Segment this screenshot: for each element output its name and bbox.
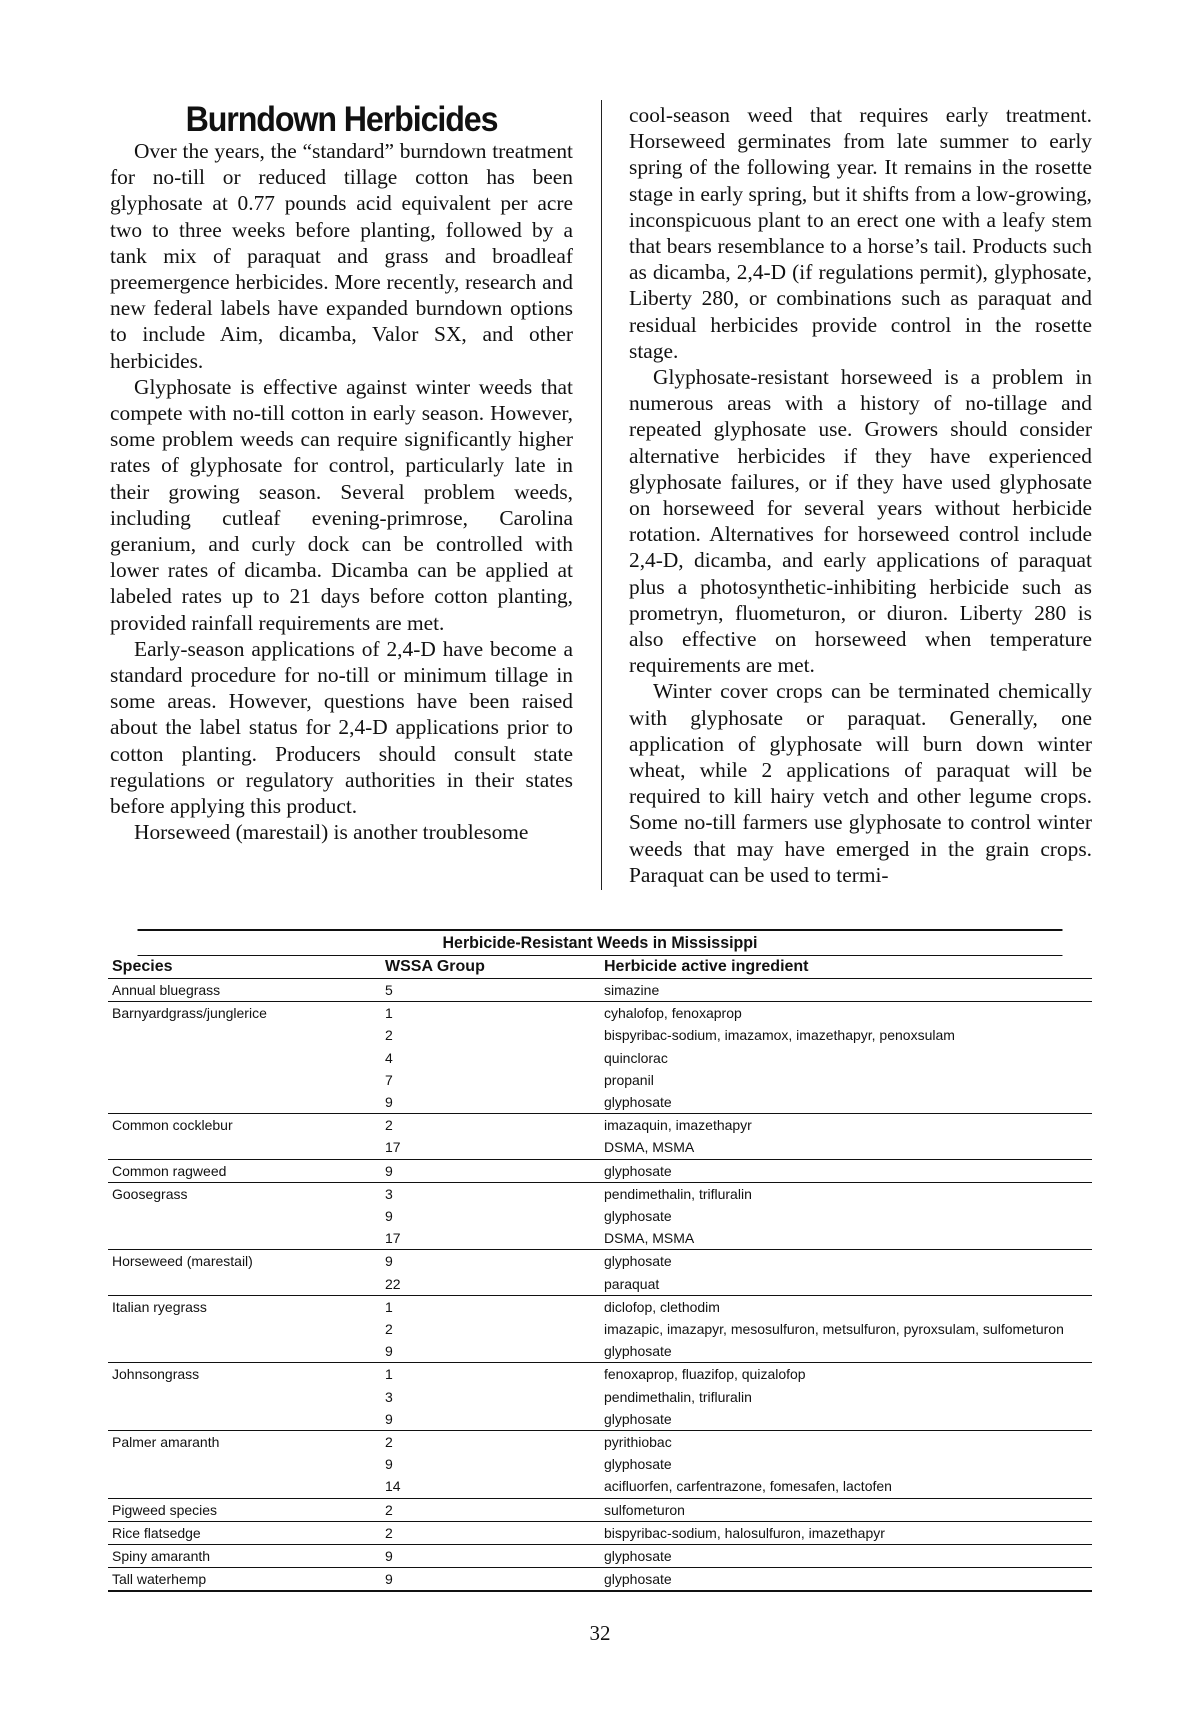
table-row [108, 1475, 1092, 1497]
species-cell [108, 1453, 385, 1475]
active-ingredient-cell: glyphosate [604, 1208, 672, 1225]
species-group [108, 1160, 1092, 1183]
wssa-group-cell: 9 [385, 1162, 393, 1179]
species-cell: Barnyardgrass/junglerice [112, 1005, 267, 1022]
left-column [110, 100, 573, 845]
wssa-group-cell: 9 [385, 1456, 393, 1473]
resistant-weeds-table [108, 929, 1092, 1592]
active-ingredient-cell: glyphosate [604, 1253, 672, 1270]
table-row [108, 1408, 1092, 1430]
species-cell: Palmer amaranth [112, 1434, 220, 1451]
table-row [108, 1047, 1092, 1069]
active-ingredient-cell: bispyribac-sodium, halosulfuron, imazethapyr [604, 1524, 885, 1541]
header-wssa-group: WSSA Group [385, 958, 485, 975]
wssa-group-cell: 17 [385, 1230, 401, 1247]
active-ingredient-cell: pendimethalin, trifluralin [604, 1185, 752, 1202]
paragraph: Horseweed (marestail) is another troublesome [134, 820, 529, 845]
wssa-group-cell: 9 [385, 1410, 393, 1427]
species-cell: Common ragweed [112, 1162, 227, 1179]
table-row [108, 1568, 1092, 1590]
table-title: Herbicide-Resistant Weeds in Mississippi [138, 929, 1063, 956]
wssa-group-cell: 3 [385, 1388, 393, 1405]
species-group [108, 1568, 1092, 1592]
active-ingredient-cell: fenoxaprop, fluazifop, quizalofop [604, 1366, 806, 1383]
species-cell: Horseweed (marestail) [112, 1253, 253, 1270]
species-cell [108, 1024, 385, 1046]
paragraph: Glyphosate is effective against winter weeds that compete with no-till cotton in early season. However, some problem weeds can require significantly higher rates of glyphosate for control, particularly late in their growing season. Several problem weeds, including cutleaf evening-primrose, Carolina geranium, and curly dock can be controlled with lower rates of dicamba. Dicamba can be applied at labeled rates up to 21 days before cotton planting, provided rainfall requirements are met. [110, 374, 573, 635]
header-species: Species [112, 958, 173, 975]
table-row [108, 1318, 1092, 1340]
species-cell [108, 1091, 385, 1113]
species-group [108, 1431, 1092, 1499]
species-group [108, 1545, 1092, 1568]
species-cell: Johnsongrass [112, 1366, 200, 1383]
table-row [108, 1453, 1092, 1475]
species-group [108, 1114, 1092, 1159]
wssa-group-cell: 2 [385, 1321, 393, 1338]
table-row [108, 1431, 1092, 1453]
species-cell: Common cocklebur [112, 1117, 233, 1134]
header-active-ingredient: Herbicide active ingredient [604, 958, 809, 975]
table-row [108, 1183, 1092, 1205]
species-cell: Goosegrass [112, 1185, 188, 1202]
wssa-group-cell: 17 [385, 1139, 401, 1156]
wssa-group-cell: 2 [385, 1027, 393, 1044]
species-cell: Spiny amaranth [112, 1548, 211, 1565]
wssa-group-cell: 9 [385, 1094, 393, 1111]
species-group [108, 1002, 1092, 1114]
wssa-group-cell: 2 [385, 1434, 393, 1451]
active-ingredient-cell: glyphosate [604, 1548, 672, 1565]
table-row [108, 1273, 1092, 1295]
wssa-group-cell: 9 [385, 1343, 393, 1360]
table-row [108, 1002, 1092, 1024]
species-cell [108, 1340, 385, 1362]
species-cell [108, 1227, 385, 1249]
table-row [108, 1114, 1092, 1136]
wssa-group-cell: 9 [385, 1208, 393, 1225]
table-row [108, 1296, 1092, 1318]
species-cell [108, 1408, 385, 1430]
table-row [108, 1160, 1092, 1182]
active-ingredient-cell: propanil [604, 1071, 654, 1088]
species-group [108, 979, 1092, 1002]
table-row [108, 1340, 1092, 1362]
active-ingredient-cell: quinclorac [604, 1049, 668, 1066]
wssa-group-cell: 1 [385, 1005, 393, 1022]
species-cell [108, 1069, 385, 1091]
table-row [108, 1136, 1092, 1158]
species-cell [108, 1205, 385, 1227]
wssa-group-cell: 2 [385, 1501, 393, 1518]
species-cell [108, 1136, 385, 1158]
active-ingredient-cell: cyhalofop, fenoxaprop [604, 1005, 742, 1022]
species-cell: Pigweed species [112, 1501, 218, 1518]
active-ingredient-cell: DSMA, MSMA [604, 1139, 695, 1156]
wssa-group-cell: 9 [385, 1571, 393, 1588]
species-group [108, 1522, 1092, 1545]
active-ingredient-cell: simazine [604, 982, 660, 998]
active-ingredient-cell: glyphosate [604, 1571, 672, 1588]
active-ingredient-cell: glyphosate [604, 1456, 672, 1473]
active-ingredient-cell: glyphosate [604, 1343, 672, 1360]
right-column [629, 102, 1092, 888]
table-row [108, 1499, 1092, 1521]
article-columns [110, 100, 1090, 900]
table-row [108, 1069, 1092, 1091]
paragraph: Over the years, the “standard” burndown treatment for no-till or reduced tillage cotton has been glyphosate at 0.77 pounds acid equivalent per acre two to three weeks before planting, followed by a tank mix of paraquat and grass and broadleaf preemergence herbicides. More recently, research and new federal labels have expanded burndown options to include Aim, dicamba, Valor SX, and other herbicides. [110, 139, 573, 373]
wssa-group-cell: 7 [385, 1071, 393, 1088]
wssa-group-cell: 9 [385, 1548, 393, 1565]
active-ingredient-cell: glyphosate [604, 1094, 672, 1111]
table-row [108, 1363, 1092, 1385]
active-ingredient-cell: DSMA, MSMA [604, 1230, 695, 1247]
species-cell [108, 1386, 385, 1408]
table-row [108, 1545, 1092, 1567]
paragraph: Glyphosate-resistant horseweed is a problem in numerous areas with a history of no-tillage and repeated glyphosate use. Growers should consider alternative herbicides if they have experienced glyphosate failures, or if they have used glyphosate on horseweed for several years without herbicide rotation. Alternatives for horseweed control include 2,4-D, dicamba, and early applications of paraquat plus a photosynthetic-inhibiting herbicide such as prometryn, fluometuron, or diuron. Liberty 280 is also effective on horseweed when temperature requirements are met. [629, 365, 1092, 678]
table-row [108, 1250, 1092, 1272]
active-ingredient-cell: glyphosate [604, 1162, 672, 1179]
active-ingredient-cell: glyphosate [604, 1410, 672, 1427]
table-row [108, 1205, 1092, 1227]
species-cell [108, 1475, 385, 1497]
table-header [108, 956, 1092, 979]
active-ingredient-cell: pendimethalin, trifluralin [604, 1388, 752, 1405]
species-cell [108, 1318, 385, 1340]
active-ingredient-cell: acifluorfen, carfentrazone, fomesafen, lactofen [604, 1478, 892, 1495]
table-row [108, 1024, 1092, 1046]
wssa-group-cell: 1 [385, 1298, 393, 1315]
wssa-group-cell: 22 [385, 1275, 401, 1292]
paragraph: Winter cover crops can be terminated chemically with glyphosate or paraquat. Generally, one application of glyphosate will burn down winter wheat, while 2 applications of paraquat will be required to kill hairy vetch and other legume crops. Some no-till farmers use glyphosate to control winter weeds that may have emerged in the grain crops. Paraquat can be used to termi- [629, 679, 1092, 887]
wssa-group-cell: 1 [385, 1366, 393, 1383]
table-row [108, 1522, 1092, 1544]
species-cell: Italian ryegrass [112, 1298, 207, 1315]
species-group [108, 1183, 1092, 1251]
article-heading: Burndown Herbicides [185, 100, 498, 139]
species-cell [108, 1273, 385, 1295]
species-group [108, 1499, 1092, 1522]
wssa-group-cell: 2 [385, 1117, 393, 1134]
table-row [108, 1386, 1092, 1408]
paragraph: cool-season weed that requires early treatment. Horseweed germinates from late summer to early spring of the following year. It remains in the rosette stage in early spring, but it shifts from a low-growing, inconspicuous plant to an erect one with a leafy stem that bears resemblance to a horse’s tail. Products such as dicamba, 2,4-D (if regulations permit), glyphosate, Liberty 280, or combinations such as paraquat and residual herbicides provide control in the rosette stage. [629, 103, 1092, 363]
active-ingredient-cell: bispyribac-sodium, imazamox, imazethapyr, penoxsulam [604, 1027, 955, 1044]
active-ingredient-cell: imazaquin, imazethapyr [604, 1117, 752, 1134]
species-group [108, 1296, 1092, 1364]
table-row [108, 1227, 1092, 1249]
wssa-group-cell: 5 [385, 982, 393, 998]
wssa-group-cell: 14 [385, 1478, 401, 1495]
active-ingredient-cell: imazapic, imazapyr, mesosulfuron, metsulfuron, pyroxsulam, sulfometuron [604, 1321, 1064, 1338]
column-divider [601, 100, 602, 890]
page-number: 32 [589, 1621, 611, 1645]
species-group [108, 1250, 1092, 1295]
table-row [108, 979, 1092, 1001]
table-row [108, 1091, 1092, 1113]
species-cell [108, 1047, 385, 1069]
active-ingredient-cell: pyrithiobac [604, 1434, 672, 1451]
species-cell: Rice flatsedge [112, 1524, 201, 1541]
wssa-group-cell: 3 [385, 1185, 393, 1202]
species-group [108, 1363, 1092, 1431]
wssa-group-cell: 9 [385, 1253, 393, 1270]
wssa-group-cell: 2 [385, 1524, 393, 1541]
active-ingredient-cell: sulfometuron [604, 1501, 685, 1518]
active-ingredient-cell: paraquat [604, 1275, 660, 1292]
species-cell: Annual bluegrass [112, 982, 221, 998]
table-body [108, 979, 1092, 1592]
paragraph: Early-season applications of 2,4-D have become a standard procedure for no-till or minimum tillage in some areas. However, questions have been raised about the label status for 2,4-D applications prior to cotton planting. Producers should consult state regulations or regulatory authorities in their states before applying this product. [110, 636, 573, 819]
wssa-group-cell: 4 [385, 1049, 393, 1066]
active-ingredient-cell: diclofop, clethodim [604, 1298, 720, 1315]
species-cell: Tall waterhemp [112, 1571, 207, 1588]
